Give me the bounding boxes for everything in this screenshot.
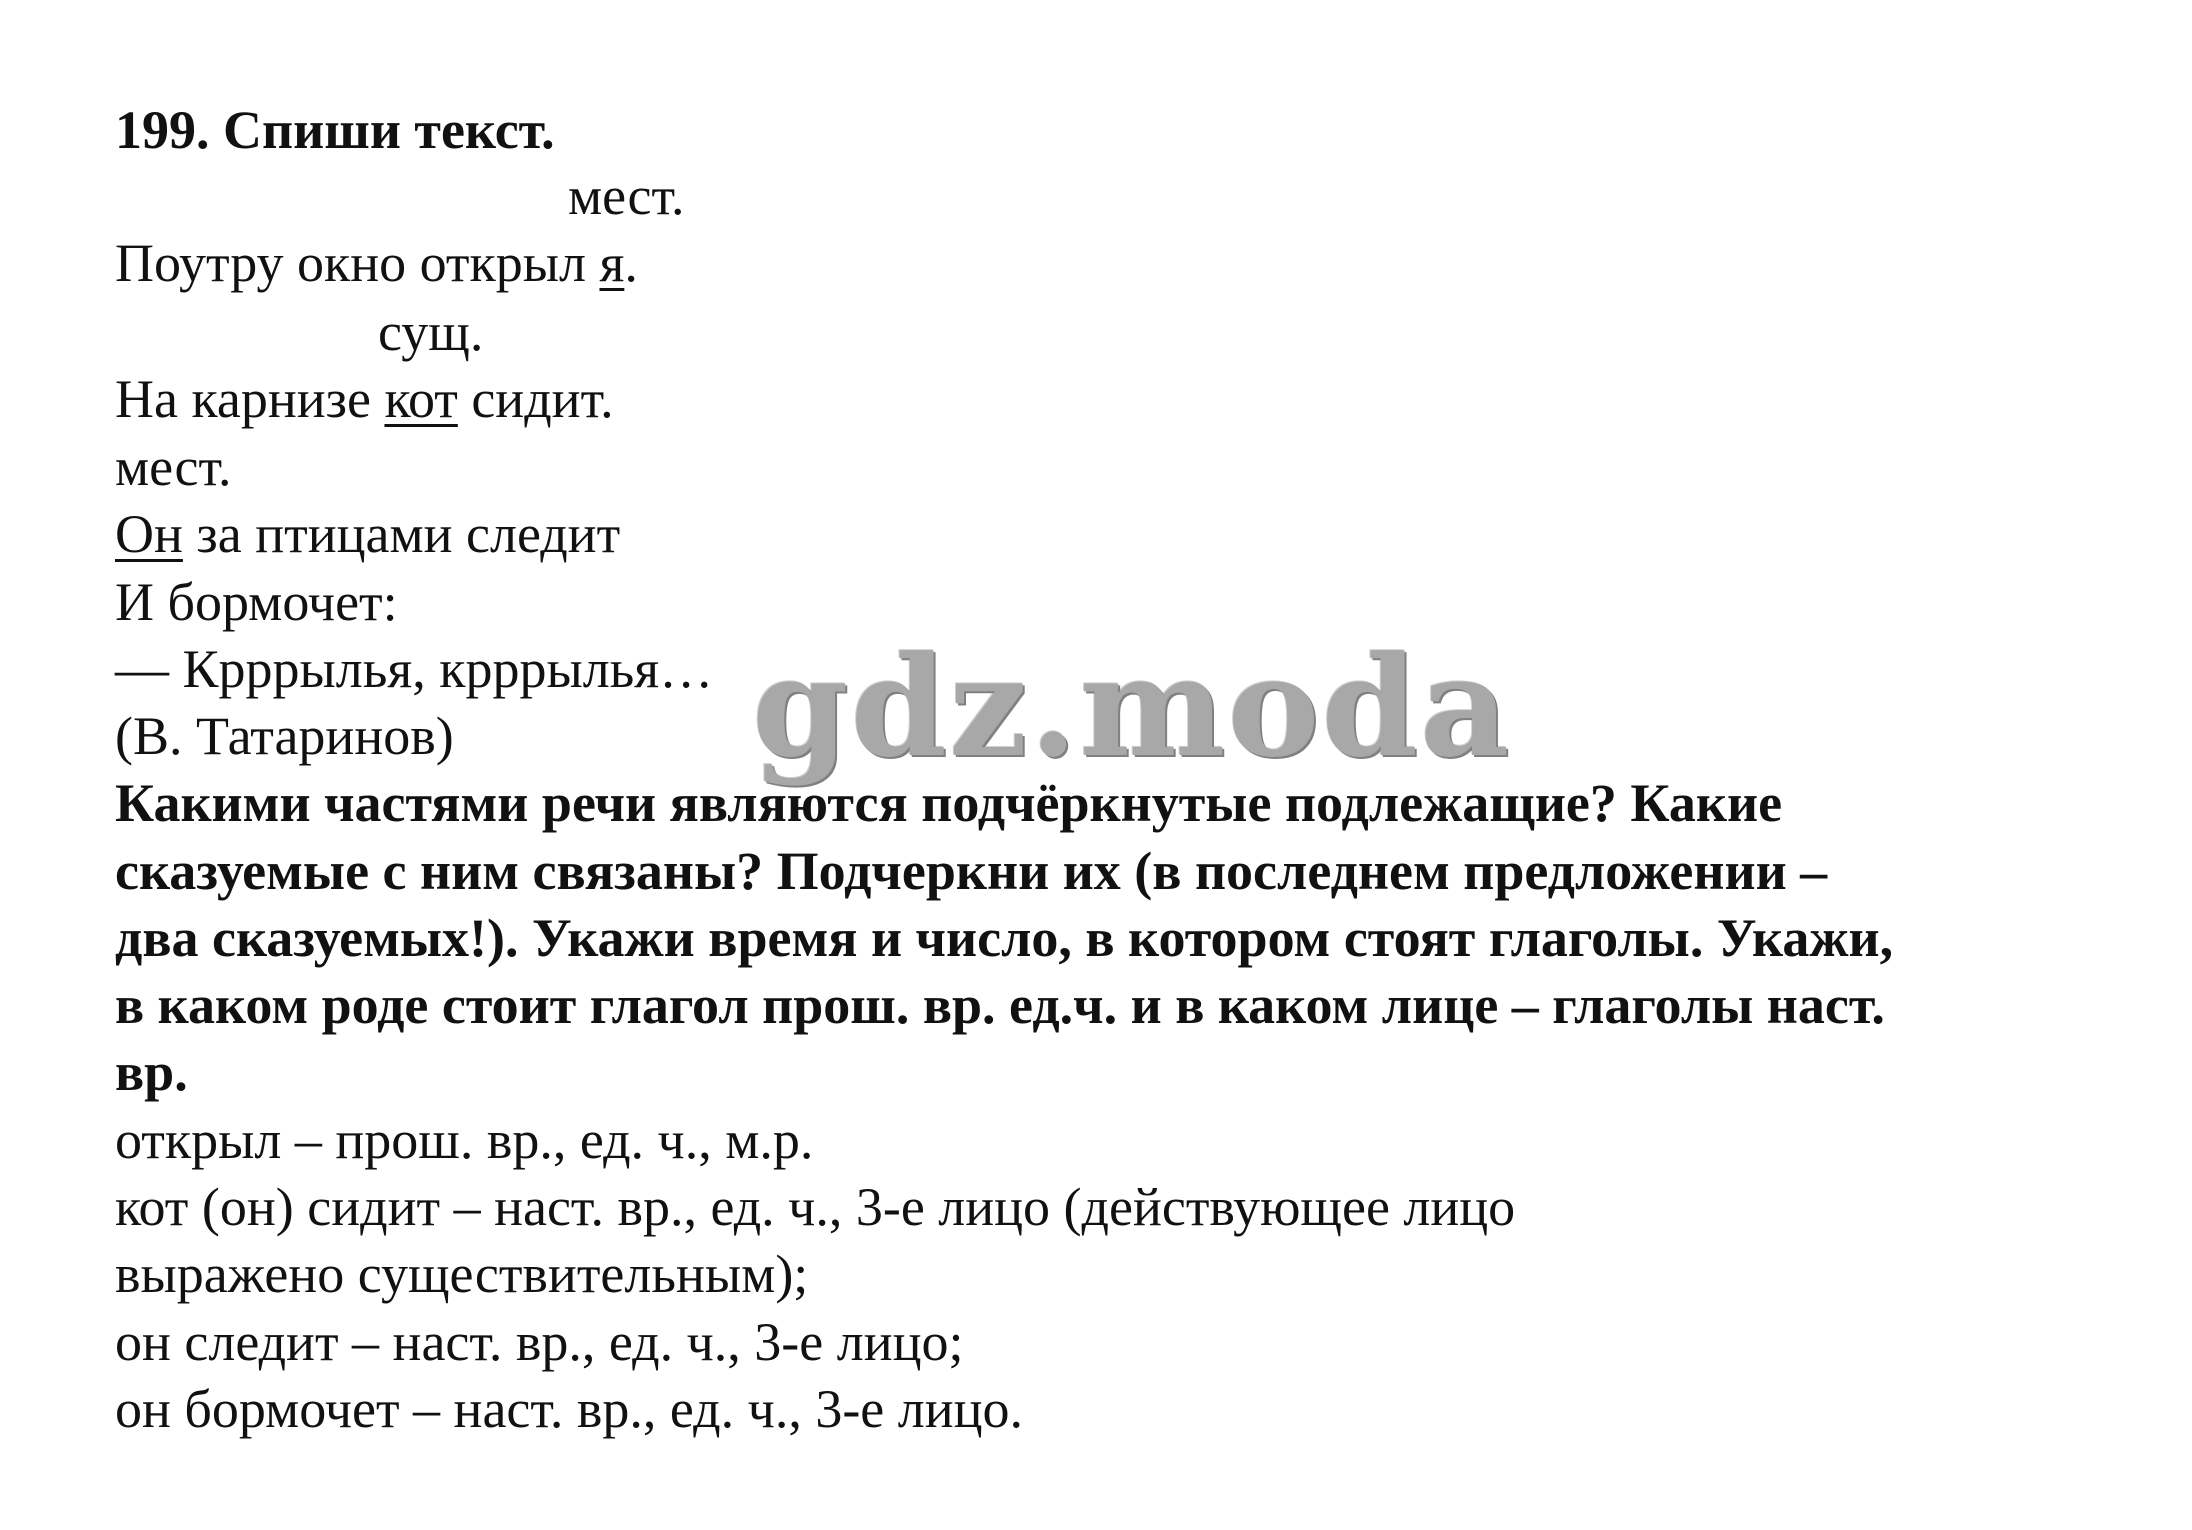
part-of-speech-label-pronoun-1: мест. <box>568 166 685 226</box>
part-of-speech-label-pronoun-2: мест. <box>115 437 232 497</box>
task-line: сказуемые с ним связаны? Подчеркни их (в последнем предложении – <box>115 841 1828 901</box>
answer-line: выражено существительным); <box>115 1244 809 1304</box>
underlined-subject: кот <box>384 369 458 429</box>
poem-line-5: — Крррылья, крррылья… <box>115 639 714 699</box>
poem-line-2 <box>115 367 614 431</box>
poem-text: . <box>624 233 638 293</box>
answer-line: он бормочет – наст. вр., ед. ч., 3-е лицо. <box>115 1379 1024 1439</box>
answer-line: открыл – прош. вр., ед. ч., м.р. <box>115 1110 814 1170</box>
watermark: gdz.moda <box>752 625 1512 788</box>
task-line: вр. <box>115 1042 188 1102</box>
poem-line-4: И бормочет: <box>115 572 398 632</box>
underlined-subject: Он <box>115 504 183 564</box>
poem-author: (В. Татаринов) <box>115 706 454 766</box>
poem-text: На карнизе <box>115 369 385 429</box>
exercise-title: 199. Спиши текст. <box>115 100 555 160</box>
task-line: два сказуемых!). Укажи время и число, в котором стоят глаголы. Укажи, <box>115 908 1894 968</box>
poem-line-3 <box>115 502 620 566</box>
task-line: в каком роде стоит глагол прош. вр. ед.ч. и в каком лице – глаголы наст. <box>115 975 1885 1035</box>
poem-text: Поутру окно открыл <box>115 233 600 293</box>
poem-line-1 <box>115 231 638 295</box>
answer-line: кот (он) сидит – наст. вр., ед. ч., 3-е лицо (действующее лицо <box>115 1177 1516 1237</box>
underlined-subject: я <box>599 233 625 293</box>
task-line: Какими частями речи являются подчёркнутые подлежащие? Какие <box>115 773 1783 833</box>
part-of-speech-label-noun: сущ. <box>378 302 484 362</box>
poem-text: за птицами следит <box>182 504 621 564</box>
answer-line: он следит – наст. вр., ед. ч., 3-е лицо; <box>115 1312 964 1372</box>
poem-text: сидит. <box>457 369 614 429</box>
